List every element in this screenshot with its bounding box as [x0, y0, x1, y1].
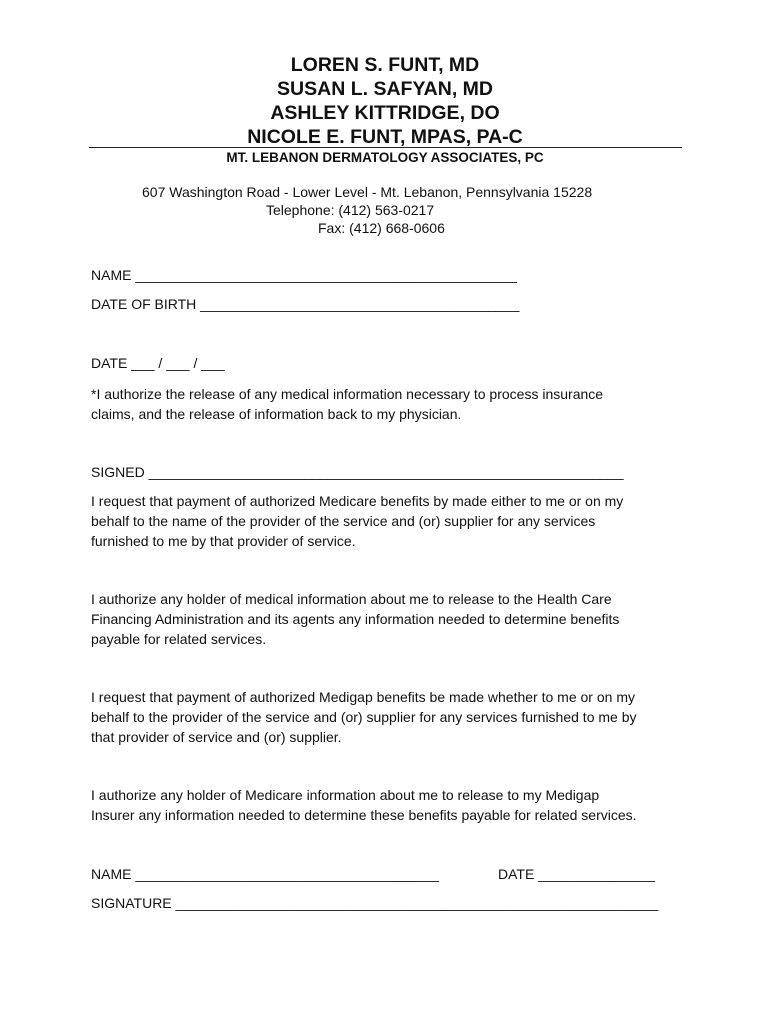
paragraph-line: I request that payment of authorized Medigap benefits be made whether to me or on my [91, 689, 635, 705]
medicare-payment-statement [91, 491, 691, 551]
practice-name: MT. LEBANON DERMATOLOGY ASSOCIATES, PC [226, 150, 544, 165]
doctor-name-3: ASHLEY KITTRIDGE, DO [270, 102, 500, 124]
paragraph-line: furnished to me by that provider of service. [91, 533, 356, 549]
signed-field-line[interactable]: SIGNED _____________________________________________________________ [91, 464, 624, 480]
paragraph-line: I authorize any holder of medical information about me to release to the Health Care [91, 591, 612, 607]
practice-address: 607 Washington Road - Lower Level - Mt. Lebanon, Pennsylvania 15228 [142, 184, 593, 200]
paragraph-line: payable for related services. [91, 631, 267, 647]
doctor-name-2: SUSAN L. SAFYAN, MD [277, 78, 493, 100]
name-field-line[interactable]: NAME _________________________________________________ [91, 267, 517, 283]
paragraph-line: I authorize any holder of Medicare information about me to release to my Medigap [91, 787, 600, 803]
paragraph-line: claims, and the release of information back to my physician. [91, 406, 462, 422]
footer-date-field-line[interactable]: DATE _______________ [498, 866, 655, 882]
paragraph-line: *I authorize the release of any medical information necessary to process insurance [91, 386, 604, 402]
paragraph-line: behalf to the provider of the service and (or) supplier for any services furnished to me by [91, 709, 637, 725]
doctor-name-4: NICOLE E. FUNT, MPAS, PA-C [247, 126, 523, 148]
paragraph-line: behalf to the name of the provider of the service and (or) supplier for any services [91, 513, 596, 529]
authorize-release-statement [91, 384, 691, 424]
paragraph-line: Insurer any information needed to determine these benefits payable for related services. [91, 807, 637, 823]
doctor-name-1: LOREN S. FUNT, MD [290, 54, 480, 76]
hcfa-release-statement [91, 589, 691, 649]
practice-telephone: Telephone: (412) 563-0217 [266, 202, 435, 218]
medigap-release-statement [91, 785, 691, 825]
header-divider [89, 147, 682, 148]
footer-name-field-line[interactable]: NAME _______________________________________ [91, 866, 439, 882]
practice-fax: Fax: (412) 668-0606 [318, 220, 445, 236]
signature-field-line[interactable]: SIGNATURE ______________________________________________________________ [91, 895, 659, 911]
date-of-birth-field-line[interactable]: DATE OF BIRTH _________________________________________ [91, 296, 520, 312]
paragraph-line: that provider of service and (or) supplier. [91, 729, 342, 745]
medigap-payment-statement [91, 687, 691, 747]
paragraph-line: Financing Administration and its agents any information needed to determine benefits [91, 611, 620, 627]
date-field-line[interactable]: DATE ___ / ___ / ___ [91, 355, 225, 371]
paragraph-line: I request that payment of authorized Medicare benefits by made either to me or on my [91, 493, 624, 509]
